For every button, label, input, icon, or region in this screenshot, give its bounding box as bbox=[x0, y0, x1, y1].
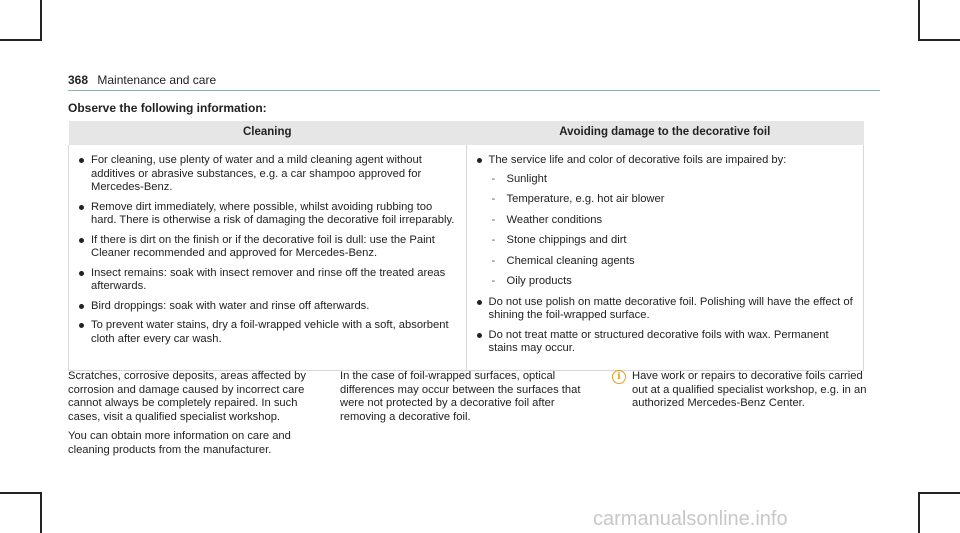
factor-item: - Oily products bbox=[489, 275, 856, 289]
crop-mark bbox=[918, 0, 920, 41]
crop-mark bbox=[40, 492, 42, 533]
crop-mark bbox=[0, 492, 42, 494]
factor-item: - Stone chippings and dirt bbox=[489, 234, 856, 248]
list-item: Insect remains: soak with insect remover and rinse off the treated areas afterwards. bbox=[77, 267, 458, 294]
paragraph: Have work or repairs to decorative foils carried out at a qualified specialist workshop, e.g. in an authorized Mercedes-Benz Center. bbox=[632, 370, 867, 409]
list-item: For cleaning, use plenty of water and a mild cleaning agent without additives or abrasive substances, e.g. a car shampoo approved for Mercedes-Benz. bbox=[77, 154, 458, 195]
info-note bbox=[610, 370, 872, 417]
cleaning-cell bbox=[69, 145, 467, 370]
crop-mark bbox=[918, 492, 960, 494]
avoiding-damage-cell bbox=[466, 145, 864, 370]
info-icon: i bbox=[612, 370, 626, 384]
page-number: 368 bbox=[68, 73, 89, 87]
factor-item: - Chemical cleaning agents bbox=[489, 255, 856, 269]
page-header bbox=[68, 73, 216, 87]
header-divider bbox=[68, 90, 880, 91]
list-item: Bird droppings: soak with water and rinse off afterwards. bbox=[77, 300, 458, 314]
list-item: If there is dirt on the finish or if the decorative foil is dull: use the Paint Cleaner recommended and approved for Mercedes-Benz. bbox=[77, 234, 458, 261]
info-table bbox=[68, 121, 864, 371]
list-item: Remove dirt immediately, where possible, whilst avoiding rubbing too hard. There is otherwise a risk of damaging the decorative foil irreparably. bbox=[77, 201, 458, 228]
crop-mark bbox=[918, 492, 920, 533]
crop-mark bbox=[0, 39, 42, 41]
paragraph: Scratches, corrosive deposits, areas affected by corrosion and damage caused by incorrect care cannot always be completely repaired. In such cases, visit a qualified specialist workshop. bbox=[68, 370, 306, 423]
watermark: carmanualsonline.info bbox=[593, 508, 788, 530]
factor-item: - Temperature, e.g. hot air blower bbox=[489, 193, 856, 207]
column-header-avoiding-damage: Avoiding damage to the decorative foil bbox=[466, 121, 864, 145]
impairment-factors bbox=[489, 173, 856, 289]
list-item: Do not treat matte or structured decorative foils with wax. Permanent stains may occur. bbox=[475, 329, 856, 356]
paragraph: You can obtain more information on care and cleaning products from the manufacturer. bbox=[68, 430, 291, 456]
avoiding-damage-list bbox=[475, 154, 856, 356]
column-header-cleaning: Cleaning bbox=[69, 121, 467, 145]
list-item: Do not use polish on matte decorative foil. Polishing will have the effect of shining the foil-wrapped surface. bbox=[475, 296, 856, 323]
paragraph: In the case of foil-wrapped surfaces, optical differences may occur between the surfaces that were not protected by a decorative foil after removing a decorative foil. bbox=[340, 370, 581, 423]
impairment-intro: The service life and color of decorative foils are impaired by: bbox=[488, 154, 787, 166]
subheading: Observe the following information: bbox=[68, 101, 267, 115]
section-title: Maintenance and care bbox=[97, 73, 217, 87]
crop-mark bbox=[40, 0, 42, 41]
list-item: To prevent water stains, dry a foil-wrapped vehicle with a soft, absorbent cloth after every car wash. bbox=[77, 319, 458, 346]
factor-item: - Sunlight bbox=[489, 173, 856, 187]
list-item bbox=[475, 154, 856, 289]
cleaning-list bbox=[77, 154, 458, 346]
crop-mark bbox=[918, 39, 960, 41]
factor-item: - Weather conditions bbox=[489, 214, 856, 228]
text-column-1 bbox=[68, 370, 326, 463]
text-column-2 bbox=[340, 370, 582, 430]
